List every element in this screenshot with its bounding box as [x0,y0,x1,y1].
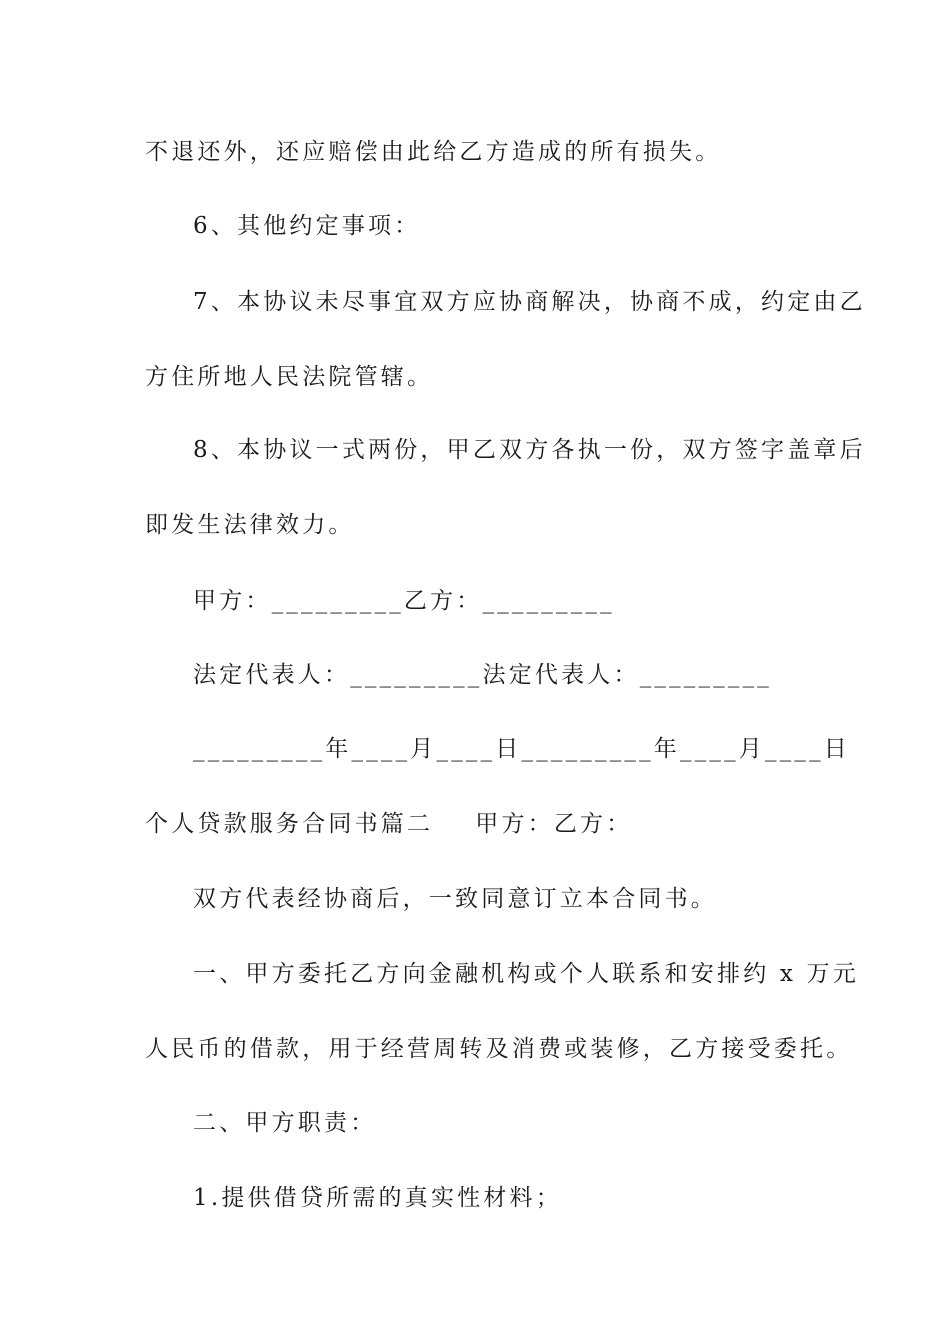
paragraph-line: 即发生法律效力。 [145,512,355,538]
signature-line-parties: 甲方：_________乙方：_________ [193,588,615,614]
paragraph-line: 不退还外，还应赔偿由此给乙方造成的所有损失。 [145,139,722,165]
section-heading: 个人贷款服务合同书篇二 甲方：乙方： [145,811,633,837]
signature-line-representatives: 法定代表人：_________法定代表人：_________ [193,662,772,688]
paragraph-line: 一、甲方委托乙方向金融机构或个人联系和安排约 x 万元 [193,961,859,987]
paragraph-line: 7、本协议未尽事宜双方应协商解决，协商不成，约定由乙 [193,289,866,315]
paragraph-line: 人民币的借款，用于经营周转及消费或装修，乙方接受委托。 [145,1036,853,1062]
paragraph-line: 双方代表经协商后，一致同意订立本合同书。 [193,886,717,912]
paragraph-line: 6、其他约定事项： [193,213,421,239]
paragraph-line: 8、本协议一式两份，甲乙双方各执一份，双方签字盖章后 [193,437,866,463]
paragraph-line: 1.提供借贷所需的真实性材料； [193,1185,562,1211]
signature-line-dates: _________年____月____日_________年____月____日 [193,736,850,762]
paragraph-line: 方住所地人民法院管辖。 [145,364,434,390]
clause-heading: 二、甲方职责： [193,1110,377,1136]
